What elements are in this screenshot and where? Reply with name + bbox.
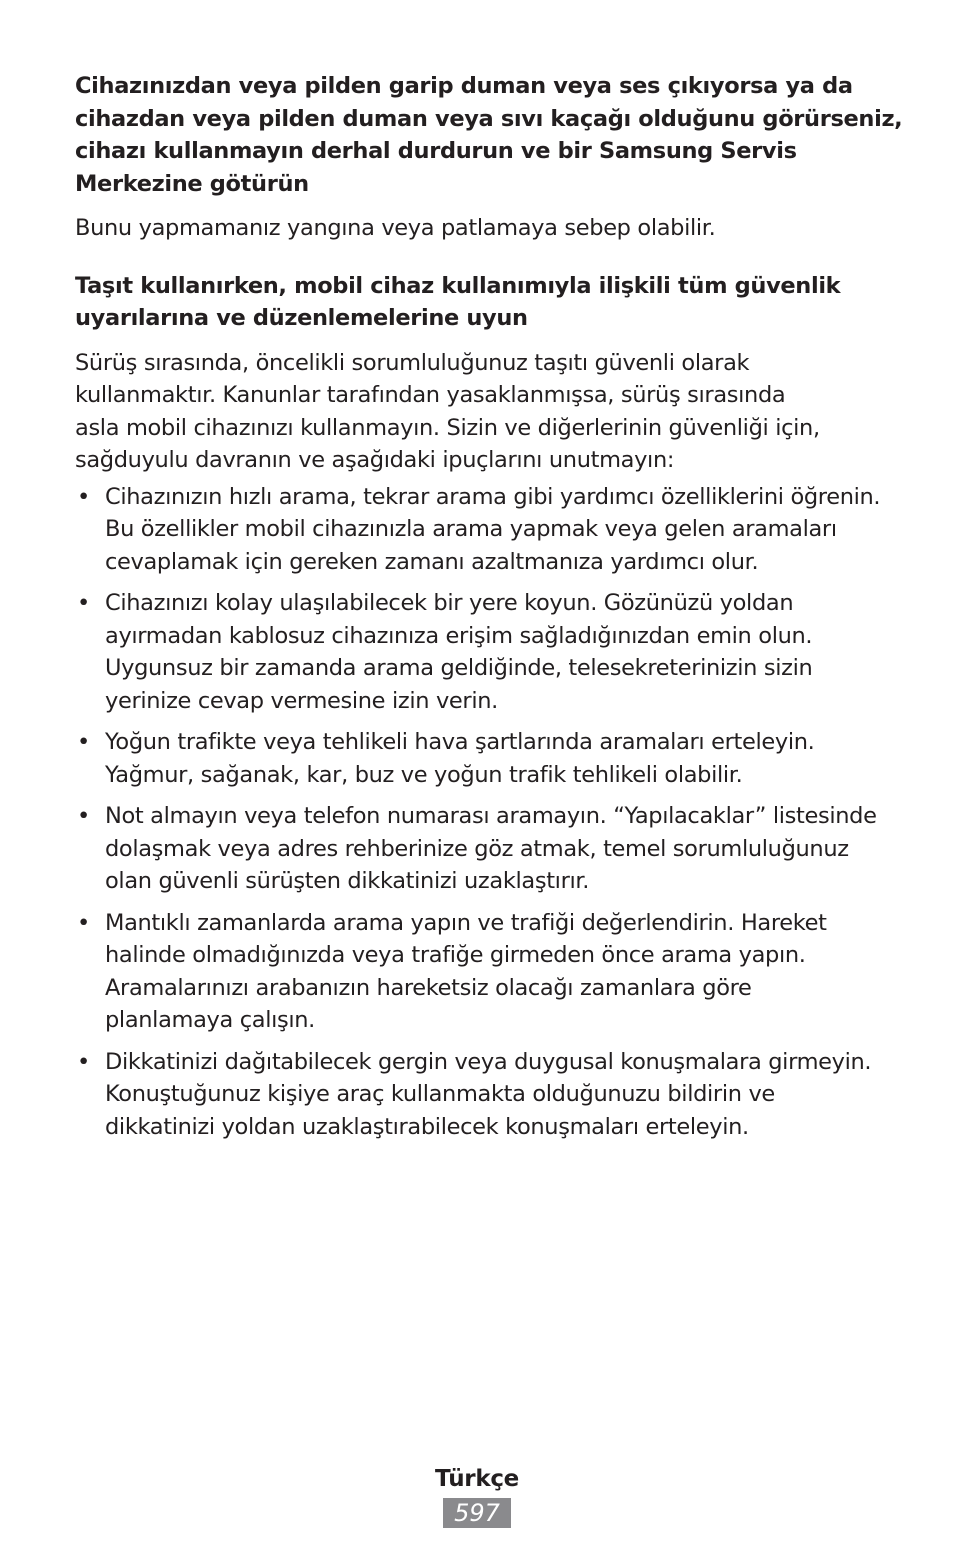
list-item-line: Cihazınızın hızlı arama, tekrar arama gibi yardımcı özelliklerini öğrenin. bbox=[105, 483, 881, 510]
paragraph-line: asla mobil cihazınızı kullanmayın. Sizin ve diğerlerinin güvenliği için, bbox=[75, 414, 820, 441]
section-paragraph-fire-warning bbox=[75, 212, 885, 245]
section-heading-driving-safety bbox=[75, 270, 885, 335]
list-item bbox=[75, 481, 885, 579]
paragraph-line: sağduyulu davranın ve aşağıdaki ipuçlarını unutmayın: bbox=[75, 447, 675, 473]
list-item-line: Yağmur, sağanak, kar, buz ve yoğun trafik tehlikeli olabilir. bbox=[105, 761, 743, 788]
list-item-line: Yoğun trafikte veya tehlikeli hava şartlarında aramaları erteleyin. bbox=[105, 729, 815, 755]
document-page bbox=[75, 70, 903, 1143]
list-item-line: Mantıklı zamanlarda arama yapın ve trafiği değerlendirin. Hareket bbox=[105, 909, 827, 936]
bullet-icon: • bbox=[77, 909, 90, 936]
section-heading-smoke-or-leak bbox=[75, 70, 903, 200]
paragraph-line: Bunu yapmamanız yangına veya patlamaya sebep olabilir. bbox=[75, 215, 716, 241]
list-item-line: Konuştuğunuz kişiye araç kullanmakta olduğunuzu bildirin ve bbox=[105, 1081, 775, 1107]
heading-line: Merkezine götürün bbox=[75, 170, 309, 197]
bullet-icon: • bbox=[77, 729, 90, 755]
list-item-line: Bu özellikler mobil cihazınızla arama yapmak veya gelen aramaları bbox=[105, 516, 837, 542]
list-item-line: ayırmadan kablosuz cihazınıza erişim sağladığınızdan emin olun. bbox=[105, 622, 813, 649]
footer-language: Türkçe bbox=[435, 1466, 519, 1492]
list-item-line: cevaplamak için gereken zamanı azaltmanıza yardımcı olur. bbox=[105, 548, 759, 575]
page-footer bbox=[0, 1462, 954, 1528]
bullet-icon: • bbox=[77, 590, 90, 616]
paragraph-line: kullanmaktır. Kanunlar tarafından yasaklanmışsa, sürüş sırasında bbox=[75, 382, 786, 408]
list-item-line: yerinize cevap vermesine izin verin. bbox=[105, 687, 498, 714]
paragraph-line: Sürüş sırasında, öncelikli sorumluluğunuz taşıtı güvenli olarak bbox=[75, 349, 750, 376]
list-item bbox=[75, 1046, 885, 1144]
bullet-icon: • bbox=[77, 1048, 90, 1075]
list-item-line: Uygunsuz bir zamanda arama geldiğinde, telesekreterinizin sizin bbox=[105, 655, 813, 681]
heading-line: Cihazınızdan veya pilden garip duman veya ses çıkıyorsa ya da bbox=[75, 73, 853, 99]
heading-line: uyarılarına ve düzenlemelerine uyun bbox=[75, 305, 528, 331]
bullet-icon: • bbox=[77, 803, 90, 829]
section-paragraph-driving-intro bbox=[75, 347, 885, 477]
heading-line: cihazdan veya pilden duman veya sıvı kaçağı olduğunu görürseniz, bbox=[75, 105, 903, 132]
list-item-line: Aramalarınızı arabanızın hareketsiz olacağı zamanlara göre bbox=[105, 974, 752, 1001]
driving-tips-list bbox=[75, 481, 885, 1144]
list-item bbox=[75, 587, 885, 717]
list-item-line: Dikkatinizi dağıtabilecek gergin veya duygusal konuşmalara girmeyin. bbox=[105, 1048, 872, 1075]
list-item bbox=[75, 907, 885, 1037]
list-item-line: Not almayın veya telefon numarası aramayın. “Yapılacaklar” listesinde bbox=[105, 803, 877, 829]
list-item-line: Cihazınızı kolay ulaşılabilecek bir yere koyun. Gözünüzü yoldan bbox=[105, 590, 794, 616]
list-item-line: planlamaya çalışın. bbox=[105, 1007, 315, 1033]
list-item bbox=[75, 800, 885, 898]
list-item-line: halinde olmadığınızda veya trafiğe girmeden önce arama yapın. bbox=[105, 942, 806, 968]
heading-line: cihazı kullanmayın derhal durdurun ve bir Samsung Servis bbox=[75, 138, 797, 164]
heading-line: Taşıt kullanırken, mobil cihaz kullanımıyla ilişkili tüm güvenlik bbox=[75, 272, 841, 299]
list-item-line: dikkatinizi yoldan uzaklaştırabilecek konuşmaları erteleyin. bbox=[105, 1113, 749, 1140]
list-item-line: dolaşmak veya adres rehberinize göz atmak, temel sorumluluğunuz bbox=[105, 835, 849, 862]
list-item bbox=[75, 726, 885, 791]
bullet-icon: • bbox=[77, 483, 90, 510]
list-item-line: olan güvenli sürüşten dikkatinizi uzaklaştırır. bbox=[105, 868, 590, 894]
page-number: 597 bbox=[443, 1498, 511, 1528]
